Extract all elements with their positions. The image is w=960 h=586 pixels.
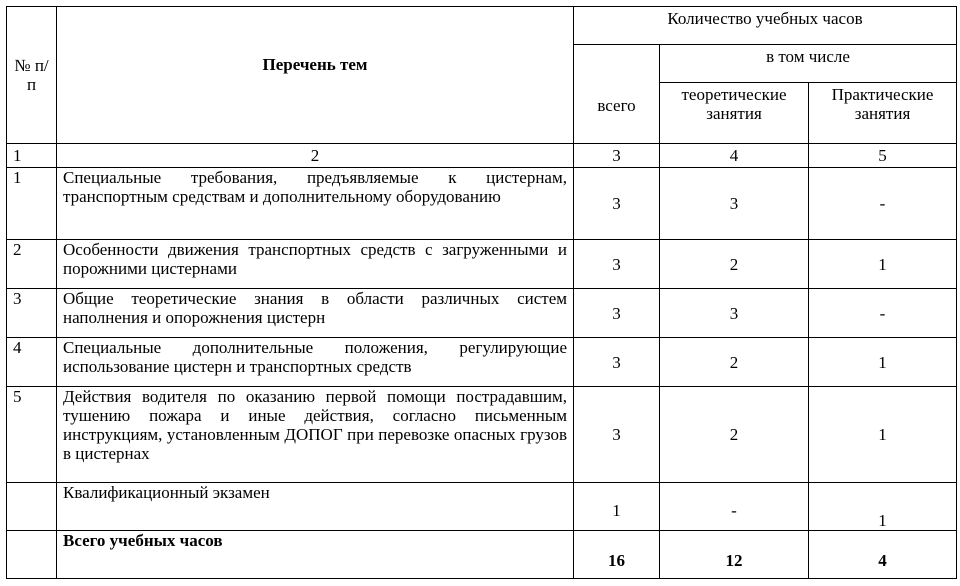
exam-practice-hours: 1 <box>809 483 957 531</box>
row-total-hours: 3 <box>574 168 660 240</box>
row-practice-hours: - <box>809 168 957 240</box>
theory-header: теоретические занятия <box>660 83 809 144</box>
summary-theory-hours: 12 <box>660 531 809 579</box>
row-practice-hours: 1 <box>809 338 957 387</box>
column-number: 5 <box>809 144 957 168</box>
exam-theory-hours: - <box>660 483 809 531</box>
exam-topic: Квалификационный экзамен <box>57 483 574 531</box>
curriculum-table <box>6 6 957 579</box>
summary-total-hours: 16 <box>574 531 660 579</box>
exam-total-hours: 1 <box>574 483 660 531</box>
column-number: 3 <box>574 144 660 168</box>
row-theory-hours: 2 <box>660 338 809 387</box>
practice-header: Практические занятия <box>809 83 957 144</box>
num-header: № п/п <box>7 7 57 144</box>
row-theory-hours: 3 <box>660 168 809 240</box>
column-number: 1 <box>7 144 57 168</box>
column-number: 4 <box>660 144 809 168</box>
including-header: в том числе <box>660 45 957 83</box>
row-theory-hours: 3 <box>660 289 809 338</box>
row-number: 2 <box>7 240 57 289</box>
hours-header: Количество учебных часов <box>574 7 957 45</box>
row-total-hours: 3 <box>574 338 660 387</box>
table-row <box>7 338 957 387</box>
column-number-row <box>7 144 957 168</box>
row-practice-hours: 1 <box>809 240 957 289</box>
table-row <box>7 240 957 289</box>
row-practice-hours: - <box>809 289 957 338</box>
column-number: 2 <box>57 144 574 168</box>
row-total-hours: 3 <box>574 240 660 289</box>
row-topic: Общие теоретические знания в области различных систем наполнения и опорожнения цистерн <box>57 289 574 338</box>
row-number: 4 <box>7 338 57 387</box>
summary-label: Всего учебных часов <box>57 531 574 579</box>
row-theory-hours: 2 <box>660 240 809 289</box>
row-practice-hours: 1 <box>809 387 957 483</box>
total-header: всего <box>574 45 660 144</box>
row-topic: Специальные дополнительные положения, регулирующие использование цистерн и транспортных средств <box>57 338 574 387</box>
row-number: 5 <box>7 387 57 483</box>
row-topic: Действия водителя по оказанию первой помощи пострадавшим, тушению пожара и иные действия, согласно письменным инструкциям, установленным ДОПОГ при перевозке опасных грузов в цистернах <box>57 387 574 483</box>
curriculum-table-container <box>6 6 957 579</box>
exam-number <box>7 483 57 531</box>
table-row <box>7 289 957 338</box>
row-number: 3 <box>7 289 57 338</box>
topics-header: Перечень тем <box>57 7 574 144</box>
row-number: 1 <box>7 168 57 240</box>
row-theory-hours: 2 <box>660 387 809 483</box>
row-total-hours: 3 <box>574 387 660 483</box>
row-topic: Особенности движения транспортных средств с загруженными и порожними цистернами <box>57 240 574 289</box>
summary-practice-hours: 4 <box>809 531 957 579</box>
row-total-hours: 3 <box>574 289 660 338</box>
summary-row <box>7 531 957 579</box>
table-row <box>7 387 957 483</box>
row-topic: Специальные требования, предъявляемые к цистернам, транспортным средствам и дополнительному оборудованию <box>57 168 574 240</box>
summary-number <box>7 531 57 579</box>
table-row <box>7 168 957 240</box>
exam-row <box>7 483 957 531</box>
header-row-1 <box>7 7 957 45</box>
